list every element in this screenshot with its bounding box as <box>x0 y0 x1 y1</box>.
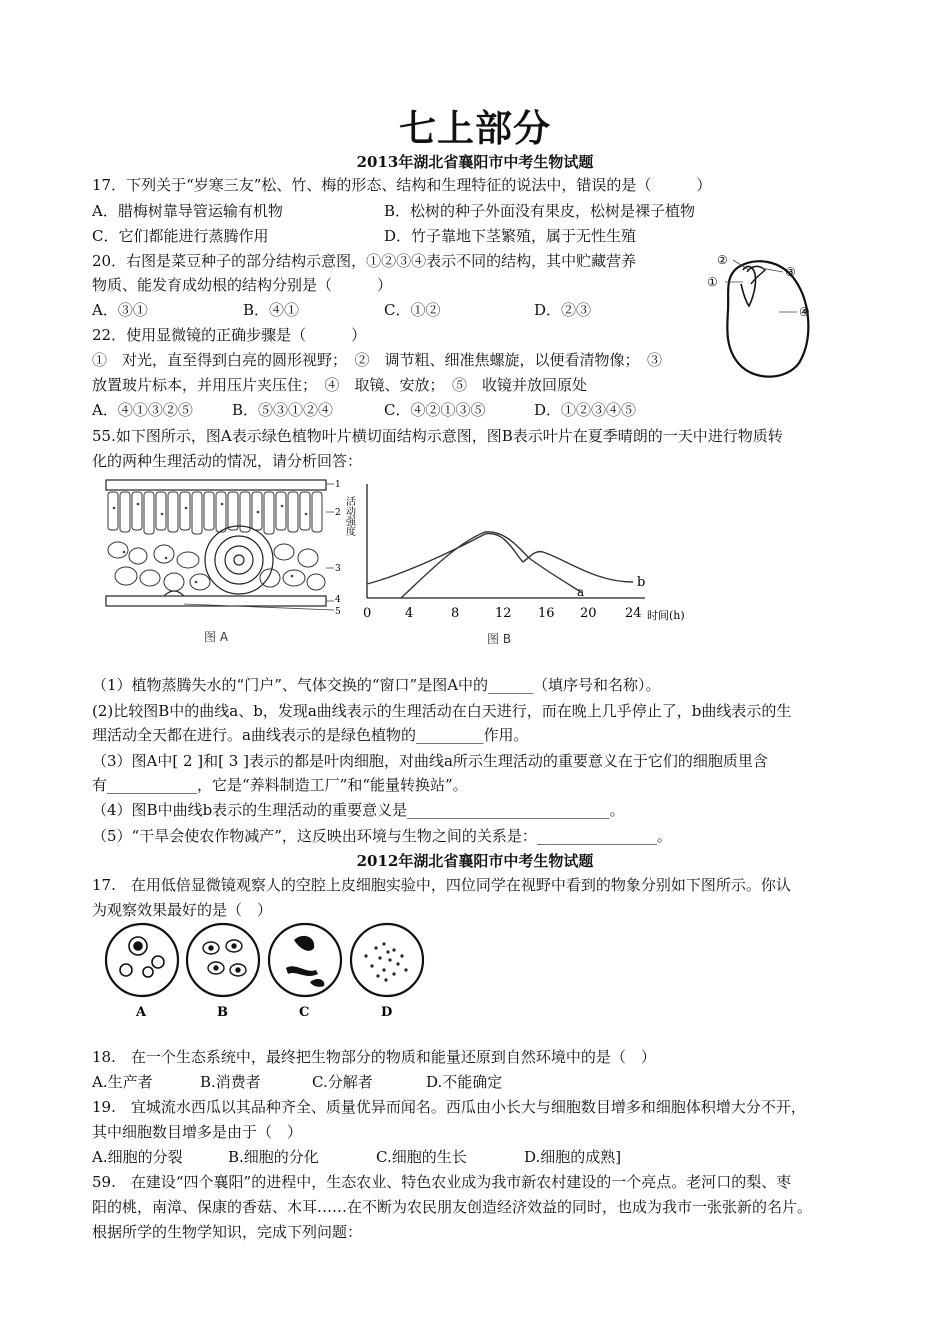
q55-sub3-line2: 有____________，它是“养料制造工厂”和“能量转换站”。 <box>92 776 468 794</box>
microscope-views-figure <box>96 918 436 1023</box>
x-tick-16: 16 <box>538 606 555 621</box>
q22-option-c: C．④②①③⑤ <box>384 401 486 419</box>
q55-line2: 化的两种生理活动的情况，请分析回答： <box>92 452 363 470</box>
q17-option-d: D．竹子靠地下茎繁殖，属于无性生殖 <box>384 227 637 245</box>
x-tick-20: 20 <box>580 606 597 621</box>
q55-sub5: （5）“干旱会使农作物减产”，这反映出环境与生物之间的关系是：________________。 <box>92 827 672 845</box>
q18-option-b: B.消费者 <box>200 1073 261 1091</box>
q20-option-b: B．④① <box>243 301 300 319</box>
q19-option-b: B.细胞的分化 <box>228 1148 319 1166</box>
bean-seed-figure <box>695 248 830 383</box>
section-heading-2012: 2012年湖北省襄阳市中考生物试题 <box>356 852 594 870</box>
q22-option-d: D．①②③④⑤ <box>534 401 637 419</box>
q19-option-c: C.细胞的生长 <box>376 1148 467 1166</box>
leaf-cross-section-figure <box>104 478 344 648</box>
x-tick-12: 12 <box>495 606 512 621</box>
leaf-label-2: 2 <box>335 508 341 518</box>
q59-line2: 阳的桃，南漳、保康的香菇、木耳……在不断为农民朋友创造经济效益的同时，也成为我市一张张新的名片。 <box>92 1198 813 1216</box>
q22-stem: 22．使用显微镜的正确步骤是（ ） <box>92 326 367 344</box>
leaf-label-4: 4 <box>335 595 341 605</box>
figure-b-caption: 图 B <box>487 632 512 646</box>
q17-option-c: C．它们都能进行蒸腾作用 <box>92 227 269 245</box>
figure-a-caption: 图 A <box>204 630 229 644</box>
seed-label-1: ① <box>707 275 718 289</box>
x-tick-0: 0 <box>363 606 372 621</box>
q19-line1: 19. 宜城流水西瓜以其品种齐全、质量优异而闻名。西瓜由小长大与细胞数目增多和细胞体积增大分不开， <box>92 1098 806 1116</box>
page-title: 七上部分 <box>399 107 551 150</box>
q18-option-c: C.分解者 <box>312 1073 373 1091</box>
curve-b-label: b <box>637 575 646 590</box>
view-label-a: A <box>136 1005 147 1020</box>
q17-2012-line2: 为观察效果最好的是（ ） <box>92 901 273 919</box>
q55-sub1: （1）植物蒸腾失水的“门户”、气体交换的“窗口”是图A中的______（填序号和名称）。 <box>92 676 661 694</box>
q22-steps-line1: ① 对光，直至得到白亮的圆形视野； ② 调节粗、细准焦螺旋，以便看清物像； ③ <box>92 351 663 369</box>
q17-stem: 17．下列关于“岁寒三友”松、竹、梅的形态、结构和生理特征的说法中，错误的是（ ） <box>92 176 712 194</box>
q20-option-d: D．②③ <box>534 301 592 319</box>
q19-line2: 其中细胞数目增多是由于（ ） <box>92 1123 303 1141</box>
q18-option-d: D.不能确定 <box>426 1073 503 1091</box>
figure-b-ylabel: 活动强度 <box>343 496 355 536</box>
q17-option-b: B．松树的种子外面没有果皮，松树是裸子植物 <box>384 202 696 220</box>
q22-option-b: B．⑤③①②④ <box>232 401 334 419</box>
seed-label-2: ② <box>717 253 728 267</box>
activity-curve-figure <box>345 478 710 650</box>
leaf-label-5: 5 <box>335 607 341 617</box>
x-tick-4: 4 <box>405 606 414 621</box>
q20-line1: 20．右图是菜豆种子的部分结构示意图，①②③④表示不同的结构，其中贮藏营养 <box>92 252 637 270</box>
x-tick-24: 24 <box>625 606 642 621</box>
q20-option-a: A．③① <box>92 301 148 319</box>
q55-sub3-line1: （3）图A中[ 2 ]和[ 3 ]表示的都是叶肉细胞，对曲线a所示生理活动的重要意义在于它们的细胞质里含 <box>92 752 768 770</box>
leaf-label-3: 3 <box>335 564 341 574</box>
q18-stem: 18. 在一个生态系统中，最终把生物部分的物质和能量还原到自然环境中的是（ ） <box>92 1048 656 1066</box>
q19-option-a: A.细胞的分裂 <box>92 1148 183 1166</box>
q22-steps-line2: 放置玻片标本，并用压片夹压住； ④ 取镜、安放； ⑤ 收镜并放回原处 <box>92 376 588 394</box>
q17-2012-line1: 17. 在用低倍显微镜观察人的空腔上皮细胞实验中，四位同学在视野中看到的物象分别如下图所示。你认 <box>92 876 791 894</box>
q55-line1: 55.如下图所示，图A表示绿色植物叶片横切面结构示意图，图B表示叶片在夏季晴朗的一天中进行物质转 <box>92 427 783 445</box>
view-label-d: D <box>381 1005 393 1020</box>
seed-label-4: ④ <box>799 305 810 319</box>
q17-option-a: A．腊梅树靠导管运输有机物 <box>92 202 283 220</box>
seed-label-3: ③ <box>785 265 796 279</box>
q55-sub2-line2: 理活动全天都在进行。a曲线表示的是绿色植物的_________作用。 <box>92 726 529 744</box>
q59-line1: 59. 在建设“四个襄阳”的进程中，生态农业、特色农业成为我市新农村建设的一个亮点。老河口的梨、枣 <box>92 1173 792 1191</box>
view-label-c: C <box>299 1005 310 1020</box>
q55-sub4: （4）图B中曲线b表示的生理活动的重要意义是___________________________。 <box>92 801 625 819</box>
x-tick-8: 8 <box>451 606 460 621</box>
curve-a-label: a <box>577 585 585 599</box>
q19-option-d: D.细胞的成熟] <box>524 1148 622 1166</box>
figure-b-xlabel: 时间(h) <box>647 609 685 622</box>
leaf-label-1: 1 <box>335 480 341 490</box>
q22-option-a: A．④①③②⑤ <box>92 401 193 419</box>
q59-line3: 根据所学的生物学知识，完成下列问题： <box>92 1223 363 1241</box>
q20-option-c: C．①② <box>384 301 441 319</box>
view-label-b: B <box>217 1005 228 1020</box>
q55-sub2-line1: (2)比较图B中的曲线a、b，发现a曲线表示的生理活动在白天进行，而在晚上几乎停止了，b曲线表示的生 <box>92 702 792 720</box>
q18-option-a: A.生产者 <box>92 1073 153 1091</box>
q20-line2: 物质、能发育成幼根的结构分别是（ ） <box>92 276 393 294</box>
section-heading-2013: 2013年湖北省襄阳市中考生物试题 <box>356 153 594 171</box>
